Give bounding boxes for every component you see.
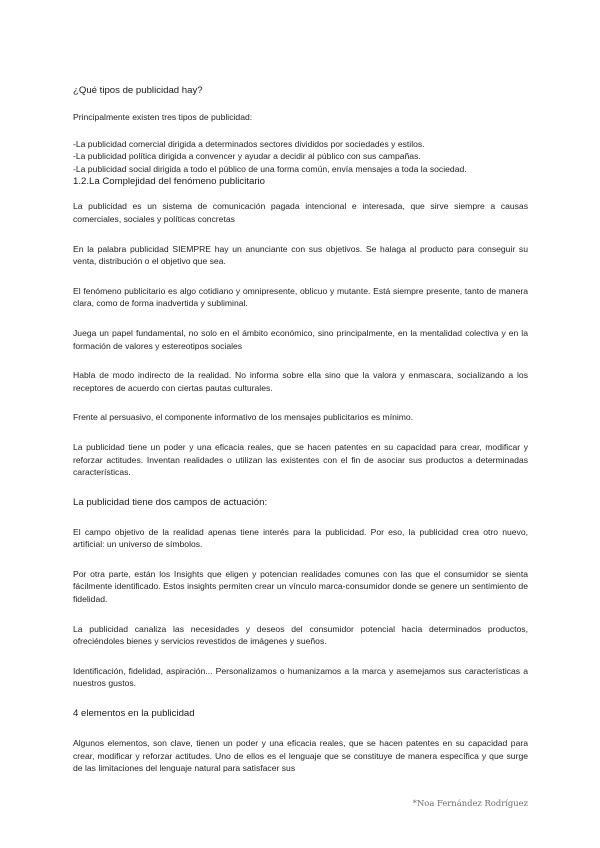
document-page	[73, 84, 528, 775]
list-item: -La publicidad política dirigida a convencer y ayudar a decidir al público con sus campañas.	[73, 151, 421, 162]
heading-complejidad: 1.2.La Complejidad del fenómeno publicitario	[73, 176, 265, 188]
paragraph: El campo objetivo de la realidad apenas tiene interés para la publicidad. Por eso, la publicidad crea otro nuevo, artificial: un universo de símbolos.	[73, 526, 528, 550]
author-footer: *Noa Fernández Rodríguez	[412, 798, 528, 808]
tipos-list	[73, 138, 528, 176]
paragraph: En la palabra publicidad SIEMPRE hay un anunciante con sus objetivos. Se halaga al producto para conseguir su venta, distribución o el objetivo que sea.	[73, 243, 528, 267]
paragraph: La publicidad canaliza las necesidades y deseos del consumidor potencial hacia determinados productos, ofreciéndoles bienes y servicios revestidos de imágenes y sueños.	[73, 623, 528, 647]
list-item: -La publicidad comercial dirigida a determinados sectores divididos por sociedades y estilos.	[73, 138, 425, 149]
paragraph: Habla de modo indirecto de la realidad. No informa sobre ella sino que la valora y enmascara, socializando a los receptores de acuerdo con ciertas pautas culturales.	[73, 370, 528, 393]
heading-campos-actuacion: La publicidad tiene dos campos de actuación:	[73, 496, 268, 508]
list-item: -La publicidad social dirigida a todo el público de una forma común, envía mensajes a toda la sociedad.	[73, 163, 467, 174]
heading-elementos: 4 elementos en la publicidad	[73, 708, 195, 720]
paragraph: La publicidad tiene un poder y una eficacia reales, que se hacen patentes en su capacidad para crear, modificar y reforzar actitudes. Inventan realidades o utilizan las existentes con el fin de asociar sus productos a determinadas características.	[73, 441, 528, 478]
paragraph: Juega un papel fundamental, no solo en el ámbito económico, sino principalmente, en la mentalidad colectiva y en la formación de valores y estereotipos sociales	[73, 327, 528, 351]
paragraph: Por otra parte, están los Insights que eligen y potencian realidades comunes con las que el consumidor se sienta fácilmente identificado. Estos insights permiten crear un vínculo marca-consumidor donde se genere un sentimiento de fidelidad.	[73, 568, 528, 605]
heading-tipos-publicidad: ¿Qué tipos de publicidad hay?	[73, 85, 203, 96]
paragraph: La publicidad es un sistema de comunicación pagada intencional e interesada, que sirve siempre a causas comerciales, sociales y políticas concretas	[73, 201, 528, 224]
paragraph: Identificación, fidelidad, aspiración... Personalizamos o humanizamos a la marca y asemejamos sus características a nuestros gustos.	[73, 665, 528, 689]
paragraph: El fenómeno publicitario es algo cotidiano y omnipresente, oblicuo y mutante. Está siempre presente, tanto de manera clara, como de forma inadvertida y subliminal.	[73, 285, 528, 309]
paragraph: Frente al persuasivo, el componente informativo de los mensajes publicitarios es mínimo.	[73, 412, 414, 423]
paragraph: Algunos elementos, son clave, tienen un poder y una eficacia reales, que se hacen patentes en su capacidad para crear, modificar y reforzar actitudes. Uno de ellos es el lenguaje que se constituye de manera específica y que surge de las limitaciones del lenguaje natural para satisfacer sus	[73, 738, 528, 774]
intro-paragraph: Principalmente existen tres tipos de publicidad:	[73, 112, 253, 122]
